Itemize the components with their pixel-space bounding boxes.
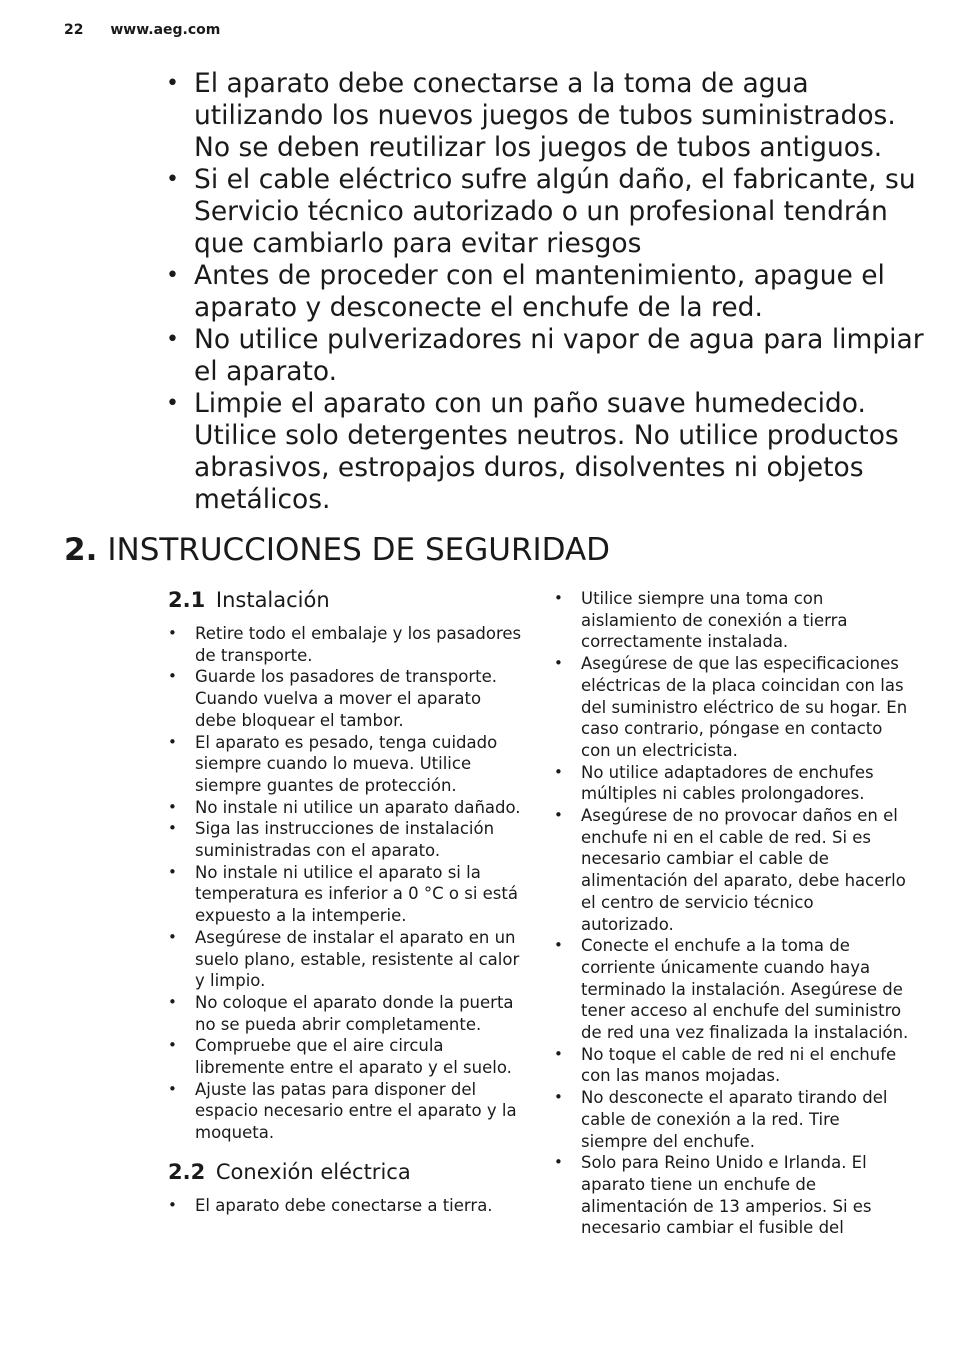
right-column	[554, 588, 910, 1239]
page-header	[64, 22, 220, 38]
section-title: INSTRUCCIONES DE SEGURIDAD	[107, 532, 611, 568]
subsection-number: 2.2	[168, 1159, 206, 1184]
list-item: • No utilice adaptadores de enchufes múltiples ni cables prolongadores.	[554, 762, 910, 805]
list-item: • Antes de proceder con el mantenimiento, apague el aparato y desconecte el enchufe de la red.	[166, 260, 926, 324]
list-item: • Conecte el enchufe a la toma de corriente únicamente cuando haya terminado la instalación. Asegúrese de tener acceso al enchufe del suministro de red una vez finalizada la instalación.	[554, 935, 910, 1044]
list-item: • No utilice pulverizadores ni vapor de agua para limpiar el aparato.	[166, 324, 926, 388]
top-bullet-list	[166, 68, 926, 516]
list-item: • Utilice siempre una toma con aislamiento de conexión a tierra correctamente instalada.	[554, 588, 910, 653]
list-item: • Solo para Reino Unido e Irlanda. El aparato tiene un enchufe de alimentación de 13 amperios. Si es necesario cambiar el fusible del	[554, 1152, 910, 1239]
list-item: • Asegúrese de no provocar daños en el enchufe ni en el cable de red. Si es necesario cambiar el cable de alimentación del aparato, debe hacerlo el centro de servicio técnico autorizado.	[554, 805, 910, 935]
list-item: • Asegúrese de que las especificaciones eléctricas de la placa coincidan con las del suministro eléctrico de su hogar. En caso contrario, póngase en contacto con un electricista.	[554, 653, 910, 762]
list-item: • El aparato es pesado, tenga cuidado siempre cuando lo mueva. Utilice siempre guantes de protección.	[168, 732, 524, 797]
list-item: • No toque el cable de red ni el enchufe con las manos mojadas.	[554, 1044, 910, 1087]
list-item: • Ajuste las patas para disponer del espacio necesario entre el aparato y la moqueta.	[168, 1079, 524, 1144]
electrical-list	[168, 1195, 524, 1217]
left-column	[168, 586, 524, 1217]
installation-list	[168, 623, 524, 1144]
page-number: 22	[64, 22, 84, 38]
website-link[interactable]: www.aeg.com	[110, 22, 221, 38]
subsection-heading-installation	[168, 586, 524, 614]
subsection-title: Conexión eléctrica	[215, 1159, 411, 1184]
list-item: • Retire todo el embalaje y los pasadores de transporte.	[168, 623, 524, 666]
list-item: • Guarde los pasadores de transporte. Cuando vuelva a mover el aparato debe bloquear el tambor.	[168, 666, 524, 731]
list-item: • El aparato debe conectarse a la toma de agua utilizando los nuevos juegos de tubos suministrados. No se deben reutilizar los juegos de tubos antiguos.	[166, 68, 926, 164]
section-number: 2.	[64, 532, 98, 568]
subsection-title: Instalación	[215, 588, 330, 612]
list-item: • Limpie el aparato con un paño suave humedecido. Utilice solo detergentes neutros. No utilice productos abrasivos, estropajos duros, disolventes ni objetos metálicos.	[166, 388, 926, 516]
list-item: • Compruebe que el aire circula libremente entre el aparato y el suelo.	[168, 1035, 524, 1078]
subsection-number: 2.1	[168, 588, 206, 612]
list-item: • El aparato debe conectarse a tierra.	[168, 1195, 524, 1217]
list-item: • No instale ni utilice un aparato dañado.	[168, 797, 524, 819]
subsection-heading-electrical	[168, 1158, 524, 1186]
list-item: • No desconecte el aparato tirando del cable de conexión a la red. Tire siempre del enchufe.	[554, 1087, 910, 1152]
list-item: • Asegúrese de instalar el aparato en un suelo plano, estable, resistente al calor y limpio.	[168, 927, 524, 992]
list-item: • No coloque el aparato donde la puerta no se pueda abrir completamente.	[168, 992, 524, 1035]
list-item: • No instale ni utilice el aparato si la temperatura es inferior a 0 °C o si está expuesto a la intemperie.	[168, 862, 524, 927]
list-item: • Siga las instrucciones de instalación suministradas con el aparato.	[168, 818, 524, 861]
electrical-list-continued	[554, 588, 910, 1239]
section-heading	[64, 530, 610, 570]
list-item: • Si el cable eléctrico sufre algún daño, el fabricante, su Servicio técnico autorizado o un profesional tendrán que cambiarlo para evitar riesgos	[166, 164, 926, 260]
